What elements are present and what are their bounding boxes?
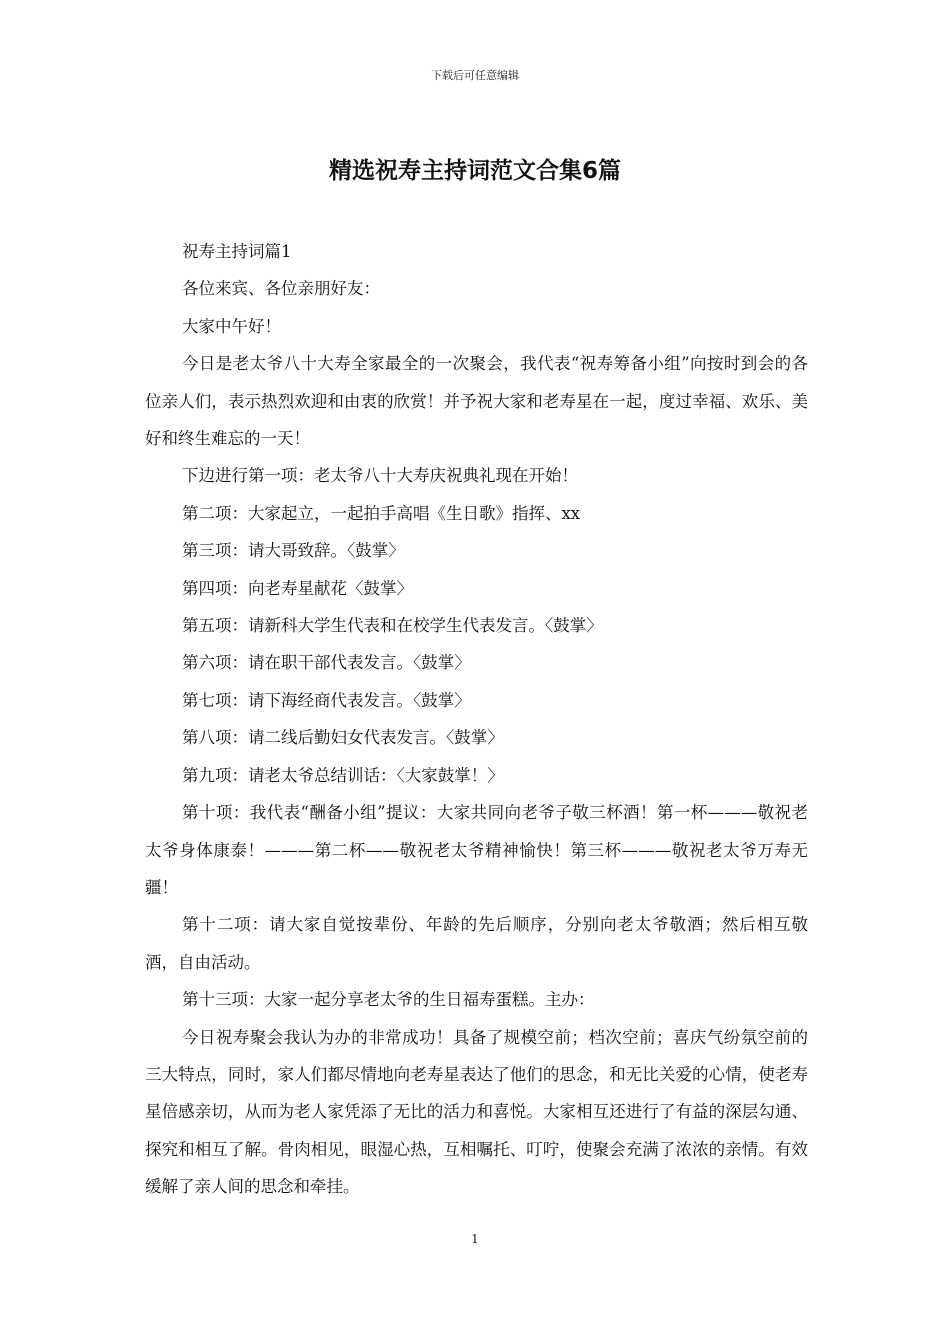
document-title: 精选祝寿主持词范文合集6篇: [328, 158, 621, 184]
agenda-item: 第八项：请二线后勤妇女代表发言。〈鼓掌〉: [182, 728, 504, 748]
agenda-item: 下边进行第一项：老太爷八十大寿庆祝典礼现在开始！: [182, 466, 578, 486]
greeting-paragraph: 大家中午好！: [182, 316, 281, 336]
body-paragraph: 今日是老太爷八十大寿全家最全的一次聚会，我代表“祝寿筹备小组”向按时到会的各位亲人们，表示热烈欢迎和由衷的欣赏！并予祝大家和老寿星在一起，度过幸福、欢乐、美好和终生难忘的一天！: [145, 354, 808, 449]
agenda-item: 第十项：我代表“酬备小组”提议：大家共同向老爷子敬三杯酒！第一杯———敬祝老太爷身体康泰！———第二杯——敬祝老太爷精神愉快！第三杯———敬祝老太爷万寿无疆！: [145, 803, 808, 897]
agenda-item: 第十三项：大家一起分享老太爷的生日福寿蛋糕。主办：: [182, 990, 595, 1010]
greeting-paragraph: 各位来宾、各位亲朋好友：: [182, 279, 380, 299]
agenda-item: 第三项：请大哥致辞。〈鼓掌〉: [182, 541, 405, 561]
page-number: 1: [471, 1232, 479, 1246]
section-heading: 祝寿主持词篇1: [182, 242, 292, 261]
agenda-item: 第二项：大家起立，一起拍手高唱《生日歌》指挥、xx: [182, 503, 581, 523]
document-body: [145, 233, 808, 1206]
body-paragraph: 今日祝寿聚会我认为办的非常成功！具备了规模空前；档次空前；喜庆气纷氛空前的三大特点，同时，家人们都尽情地向老寿星表达了他们的思念，和无比关爱的心情，使老寿星倍感亲切，从而为老人家凭添了无比的活力和喜悦。大家相互还进行了有益的深层勾通、探究和相互了解。骨肉相见，眼湿心热，互相嘱托、叮咛，使聚会充满了浓浓的亲情。有效缓解了亲人间的思念和牵挂。: [145, 1027, 808, 1197]
agenda-item: 第四项：向老寿星献花〈鼓掌〉: [182, 578, 413, 598]
agenda-item: 第十二项：请大家自觉按辈份、年龄的先后顺序，分别向老太爷敬酒；然后相互敬酒，自由活动。: [145, 915, 808, 972]
agenda-item: 第七项：请下海经商代表发言。〈鼓掌〉: [182, 690, 471, 710]
header-note: 下载后可任意编辑: [431, 69, 519, 82]
agenda-item: 第五项：请新科大学生代表和在校学生代表发言。〈鼓掌〉: [182, 616, 603, 636]
agenda-item: 第九项：请老太爷总结训话：〈大家鼓掌！〉: [182, 765, 504, 785]
agenda-item: 第六项：请在职干部代表发言。〈鼓掌〉: [182, 653, 471, 673]
